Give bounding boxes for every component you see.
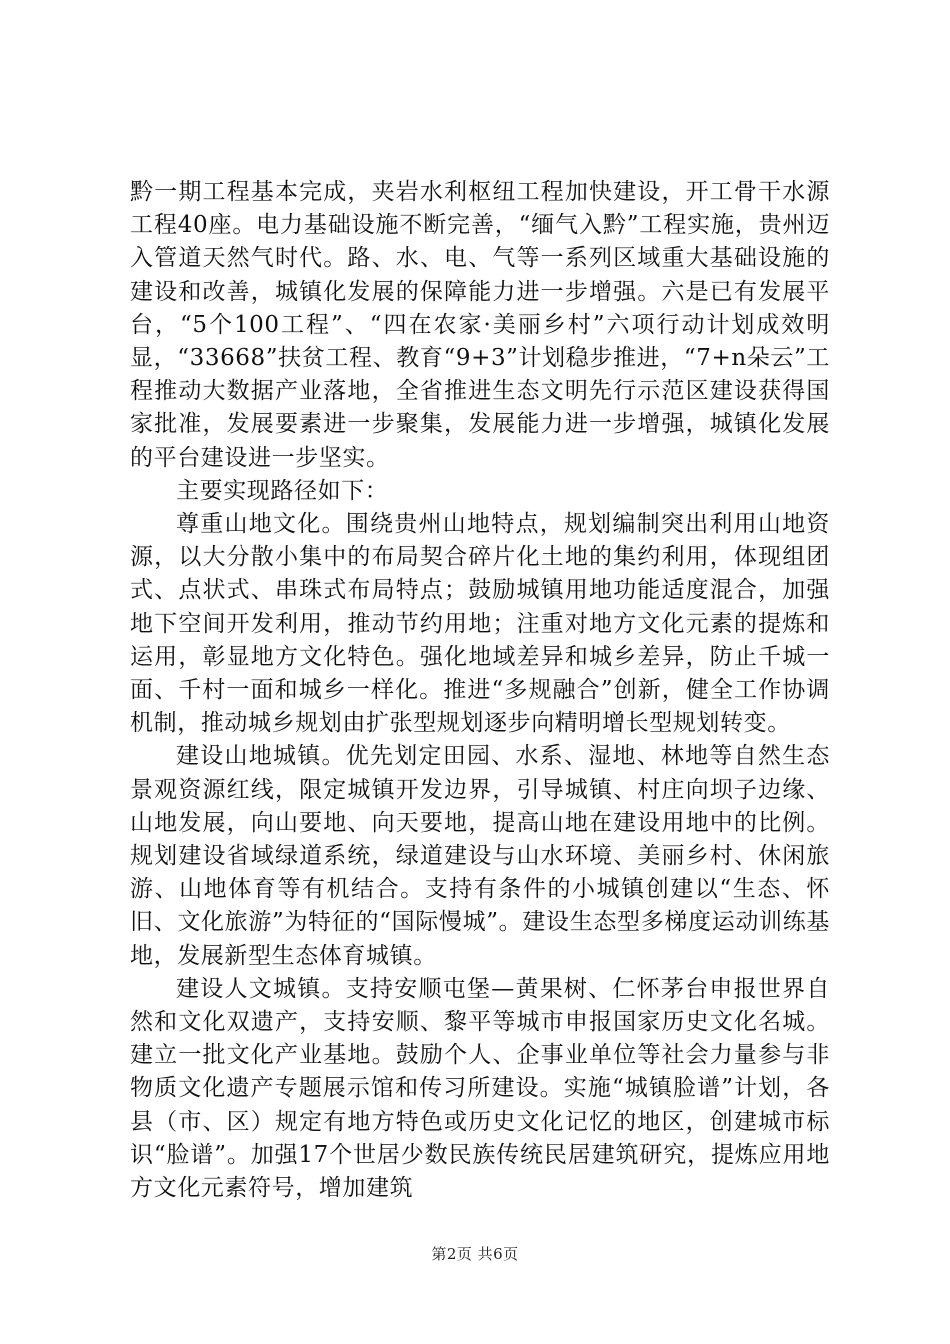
- document-body: [130, 176, 830, 1205]
- paragraph-build-cultural-towns: 建设人文城镇。支持安顺屯堡—黄果树、仁怀茅台申报世界自然和文化双遗产，支持安顺、黎平等城市申报国家历史文化名城。建立一批文化产业基地。鼓励个人、企事业单位等社会力量参与非物质文化遗产专题展示馆和传习所建设。实施“城镇脸谱”计划，各县（市、区）规定有地方特色或历史文化记忆的地区，创建城市标识“脸谱”。加强17个世居少数民族传统民居建筑研究，提炼应用地方文化元素符号，增加建筑: [130, 975, 830, 1202]
- paragraph-continuation: 黔一期工程基本完成，夹岩水利枢纽工程加快建设，开工骨干水源工程40座。电力基础设施不断完善，“缅气入黔”工程实施，贵州迈入管道天然气时代。路、水、电、气等一系列区域重大基础设施的建设和改善，城镇化发展的保障能力进一步增强。六是已有发展平台，“5个100工程”、“四在农家·美丽乡村”六项行动计划成效明显，“33668”扶贫工程、教育“9+3”计划稳步推进，“7+n朵云”工程推动大数据产业落地，全省推进生态文明先行示范区建设获得国家批准，发展要素进一步聚集，发展能力进一步增强，城镇化发展的平台建设进一步坚实。: [130, 179, 830, 471]
- paragraph-build-mountain-towns: 建设山地城镇。优先划定田园、水系、湿地、林地等自然生态景观资源红线，限定城镇开发边界，引导城镇、村庄向坝子边缘、山地发展，向山要地、向天要地，提高山地在建设用地中的比例。规划建设省域绿道系统，绿道建设与山水环境、美丽乡村、休闲旅游、山地体育等有机结合。支持有条件的小城镇创建以“生态、怀旧、文化旅游”为特征的“国际慢城”。建设生态型多梯度运动训练基地，发展新型生态体育城镇。: [130, 743, 830, 969]
- page-number-footer: 第2页 共6页: [431, 1245, 519, 1263]
- paragraph-implementation-path-intro: 主要实现路径如下：: [176, 477, 389, 504]
- paragraph-respect-mountain-culture: 尊重山地文化。围绕贵州山地特点，规划编制突出利用山地资源，以大分散小集中的布局契合碎片化土地的集约利用，体现组团式、点状式、串珠式布局特点；鼓励城镇用地功能适度混合，加强地下空间开发利用，推动节约用地；注重对地方文化元素的提炼和运用，彰显地方文化特色。强化地域差异和城乡差异，防止千城一面、千村一面和城乡一样化。推进“多规融合”创新，健全工作协调机制，推动城乡规划由扩张型规划逐步向精明增长型规划转变。: [130, 511, 830, 737]
